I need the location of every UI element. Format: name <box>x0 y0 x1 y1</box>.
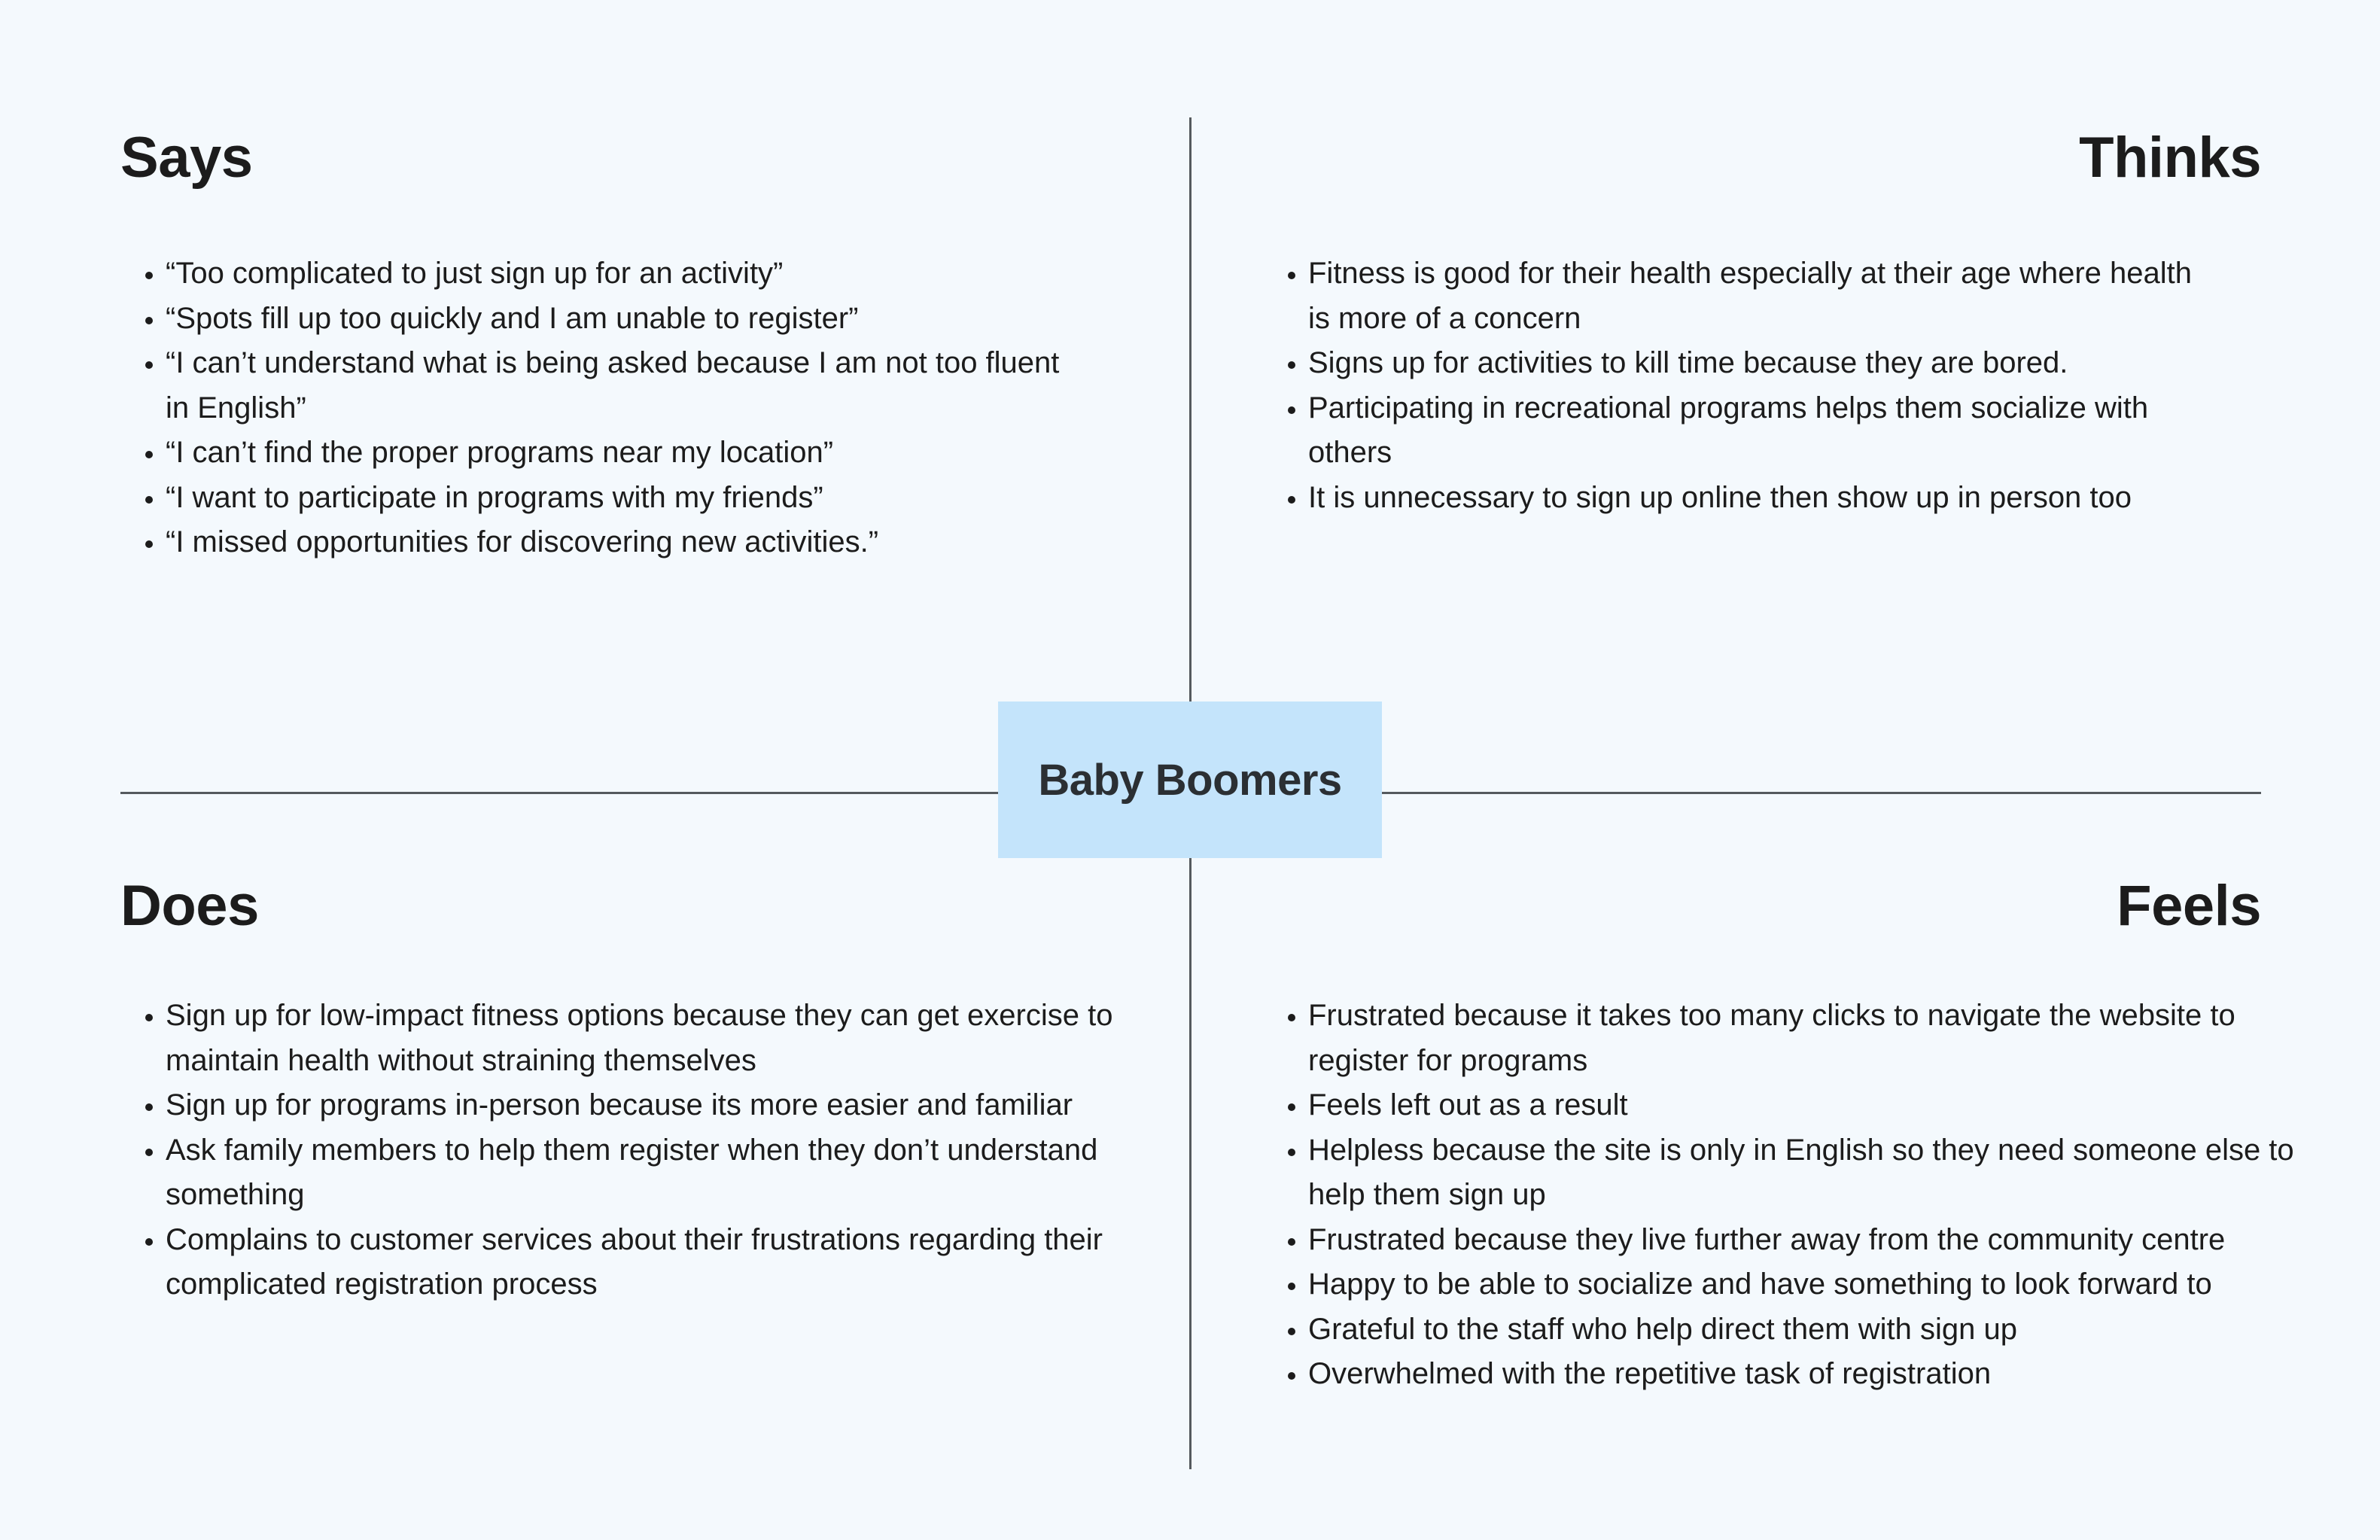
list-item: • Sign up for programs in-person because its more easier and familiar <box>166 1083 1144 1128</box>
list-item: • Participating in recreational programs helps them socialize with others <box>1308 386 2196 476</box>
feels-list <box>1263 994 2317 1397</box>
list-item: • Signs up for activities to kill time because they are bored. <box>1308 341 2196 386</box>
horizontal-divider-right <box>1382 792 2261 794</box>
persona-box <box>998 702 1382 858</box>
vertical-divider-top <box>1189 117 1192 702</box>
list-item: • Happy to be able to socialize and have something to look forward to <box>1308 1262 2309 1307</box>
thinks-heading: Thinks <box>2079 126 2261 190</box>
list-item: • Fitness is good for their health especially at their age where health is more of a concern <box>1308 251 2196 341</box>
list-item: • Sign up for low-impact fitness options because they can get exercise to maintain health without straining themselves <box>166 994 1144 1083</box>
thinks-list <box>1263 251 2317 520</box>
list-item: • It is unnecessary to sign up online then show up in person too <box>1308 476 2196 521</box>
list-item: • “I want to participate in programs with my friends” <box>166 476 1069 521</box>
persona-label: Baby Boomers <box>1038 755 1342 805</box>
list-item: • “Spots fill up too quickly and I am unable to register” <box>166 297 1069 342</box>
list-item: • Complains to customer services about their frustrations regarding their complicated registration process <box>166 1218 1144 1307</box>
list-item: • Frustrated because it takes too many clicks to navigate the website to register for programs <box>1308 994 2309 1083</box>
says-list <box>120 251 1189 565</box>
list-item: • “I can’t find the proper programs near my location” <box>166 431 1069 476</box>
list-item: • “I can’t understand what is being asked because I am not too fluent in English” <box>166 341 1069 431</box>
list-item: • Helpless because the site is only in English so they need someone else to help them sign up <box>1308 1128 2309 1218</box>
does-list <box>120 994 1189 1307</box>
list-item: • Overwhelmed with the repetitive task of registration <box>1308 1352 2309 1397</box>
feels-heading: Feels <box>2117 874 2261 938</box>
list-item: • Ask family members to help them register when they don’t understand something <box>166 1128 1144 1218</box>
horizontal-divider-left <box>120 792 998 794</box>
list-item: • “Too complicated to just sign up for an activity” <box>166 251 1069 297</box>
list-item: • Grateful to the staff who help direct them with sign up <box>1308 1307 2309 1353</box>
list-item: • Frustrated because they live further away from the community centre <box>1308 1218 2309 1263</box>
vertical-divider-bottom <box>1189 858 1192 1469</box>
list-item: • Feels left out as a result <box>1308 1083 2309 1128</box>
does-heading: Does <box>120 874 259 938</box>
list-item: • “I missed opportunities for discovering new activities.” <box>166 520 1069 565</box>
says-heading: Says <box>120 126 253 190</box>
